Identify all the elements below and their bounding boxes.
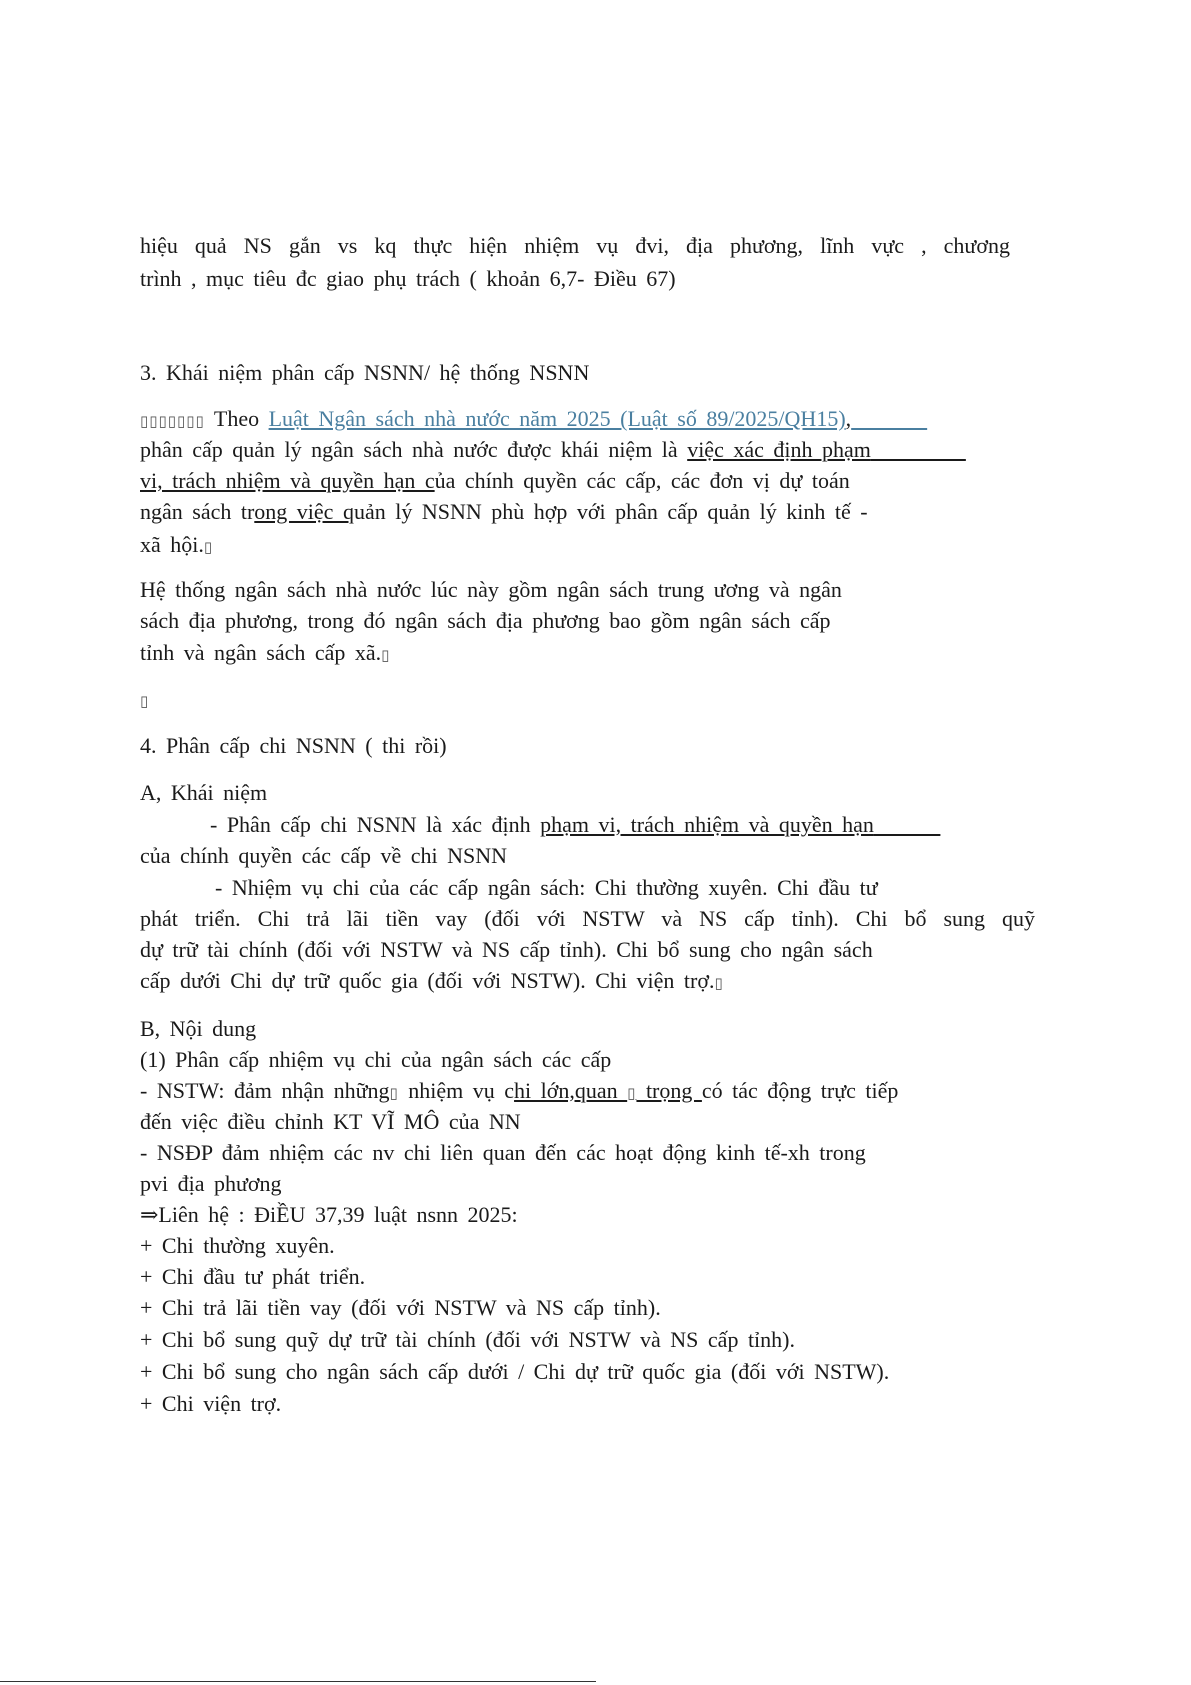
footer-rule [0, 1681, 596, 1682]
underlined-text: phạm vi, trách nhiệm và quyền hạn [540, 812, 874, 837]
body-text-line: (1) Phân cấp nhiệm vụ chi của ngân sách các cấp [140, 1047, 612, 1072]
empty-line [140, 686, 149, 714]
body-text-line [140, 468, 850, 494]
text-span: xã hội. [140, 532, 204, 557]
text-span: tỉnh và ngân sách cấp xã. [140, 640, 382, 665]
list-item: + Chi trả lãi tiền vay (đối với NSTW và NS cấp tỉnh). [140, 1295, 661, 1320]
body-text-line: ⇒Liên hệ : ĐiỀU 37,39 luật nsnn 2025: [140, 1202, 518, 1227]
body-text-line: phát triển. Chi trả lãi tiền vay (đối với NSTW và NS cấp tỉnh). Chi bổ sung quỹ [140, 906, 1035, 931]
underlined-text: trọng [636, 1078, 702, 1103]
body-text-line: của chính quyền các cấp về chi NSNN [140, 843, 508, 868]
missing-glyph-boxes: ▯▯▯▯▯▯▯ [140, 412, 205, 430]
section-heading: 3. Khái niệm phân cấp NSNN/ hệ thống NSNN [140, 360, 590, 385]
body-text-line [140, 968, 724, 996]
text-span: - Phân cấp chi NSNN là xác định [210, 812, 541, 837]
link-trailing-space [851, 406, 927, 431]
section-heading: 4. Phân cấp chi NSNN ( thi rồi) [140, 733, 447, 758]
text-span: nhiệm vụ c [398, 1078, 515, 1103]
missing-glyph-box: ▯ [203, 538, 214, 556]
list-item: + Chi thường xuyên. [140, 1233, 335, 1258]
text-span: Theo [213, 406, 260, 431]
missing-glyph-box: ▯ [381, 646, 391, 664]
list-item: + Chi viện trợ. [140, 1391, 282, 1416]
body-text-line [140, 406, 927, 434]
underline-filler [874, 812, 941, 837]
underlined-text: ong việc q [254, 499, 354, 524]
underlined-text: việc xác định phạm [687, 437, 871, 462]
law-hyperlink[interactable]: Luật Ngân sách nhà nước năm 2025 (Luật số 89/2025/QH15) [268, 406, 846, 431]
body-text-line: pvi địa phương [140, 1171, 282, 1196]
text-span: có tác động trực tiếp [701, 1078, 899, 1103]
body-text-line: trình , mục tiêu đc giao phụ trách ( khoản 6,7- Điều 67) [140, 266, 676, 291]
underlined-text: vi, trách nhiệm và quyền hạn c [140, 468, 435, 493]
body-text-line [140, 532, 213, 560]
body-text-line: dự trữ tài chính (đối với NSTW và NS cấp tỉnh). Chi bổ sung cho ngân sách [140, 937, 873, 962]
body-text-line [140, 499, 868, 525]
body-text-line [140, 640, 390, 668]
missing-glyph-box: ▯ [389, 1084, 399, 1102]
body-text-line: - NSĐP đảm nhiệm các nv chi liên quan đến các hoạt động kinh tế-xh trong [140, 1140, 866, 1165]
body-text-line [210, 812, 940, 838]
underlined-text: hi lớn,quan [514, 1078, 628, 1103]
body-text-line: - Nhiệm vụ chi của các cấp ngân sách: Chi thường xuyên. Chi đầu tư [215, 875, 878, 900]
text-span: ủa chính quyền các cấp, các đơn vị dự toán [434, 468, 850, 493]
list-item: + Chi bổ sung quỹ dự trữ tài chính (đối với NSTW và NS cấp tỉnh). [140, 1327, 795, 1352]
body-text-line: hiệu quả NS gắn vs kq thực hiện nhiệm vụ đvi, địa phương, lĩnh vực , chương [140, 233, 1010, 258]
sub-heading: B, Nội dung [140, 1016, 257, 1041]
list-item: + Chi đầu tư phát triển. [140, 1264, 366, 1289]
body-text-line [140, 1078, 898, 1106]
text-span: ngân sách tr [140, 499, 255, 524]
text-span: - NSTW: đảm nhận những [140, 1078, 390, 1103]
list-item: + Chi bổ sung cho ngân sách cấp dưới / Chi dự trữ quốc gia (đối với NSTW). [140, 1359, 890, 1384]
body-text-line [140, 437, 966, 463]
missing-glyph-box: ▯ [714, 974, 724, 992]
underline-filler [871, 437, 966, 462]
body-text-line: đến việc điều chỉnh KT VĨ MÔ của NN [140, 1109, 521, 1134]
text-span: phân cấp quản lý ngân sách nhà nước được khái niệm là [140, 437, 688, 462]
missing-glyph-box: ▯ [627, 1084, 637, 1102]
text-span: , [845, 406, 852, 431]
body-text-line: sách địa phương, trong đó ngân sách địa phương bao gồm ngân sách cấp [140, 608, 831, 633]
text-span: cấp dưới Chi dự trữ quốc gia (đối với NSTW). Chi viện trợ. [140, 968, 715, 993]
text-span: uản lý NSNN phù hợp với phân cấp quản lý kinh tế - [353, 499, 868, 524]
body-text-line: Hệ thống ngân sách nhà nước lúc này gồm ngân sách trung ương và ngân [140, 577, 842, 602]
sub-heading: A, Khái niệm [140, 780, 268, 805]
missing-glyph-box: ▯ [140, 692, 150, 710]
